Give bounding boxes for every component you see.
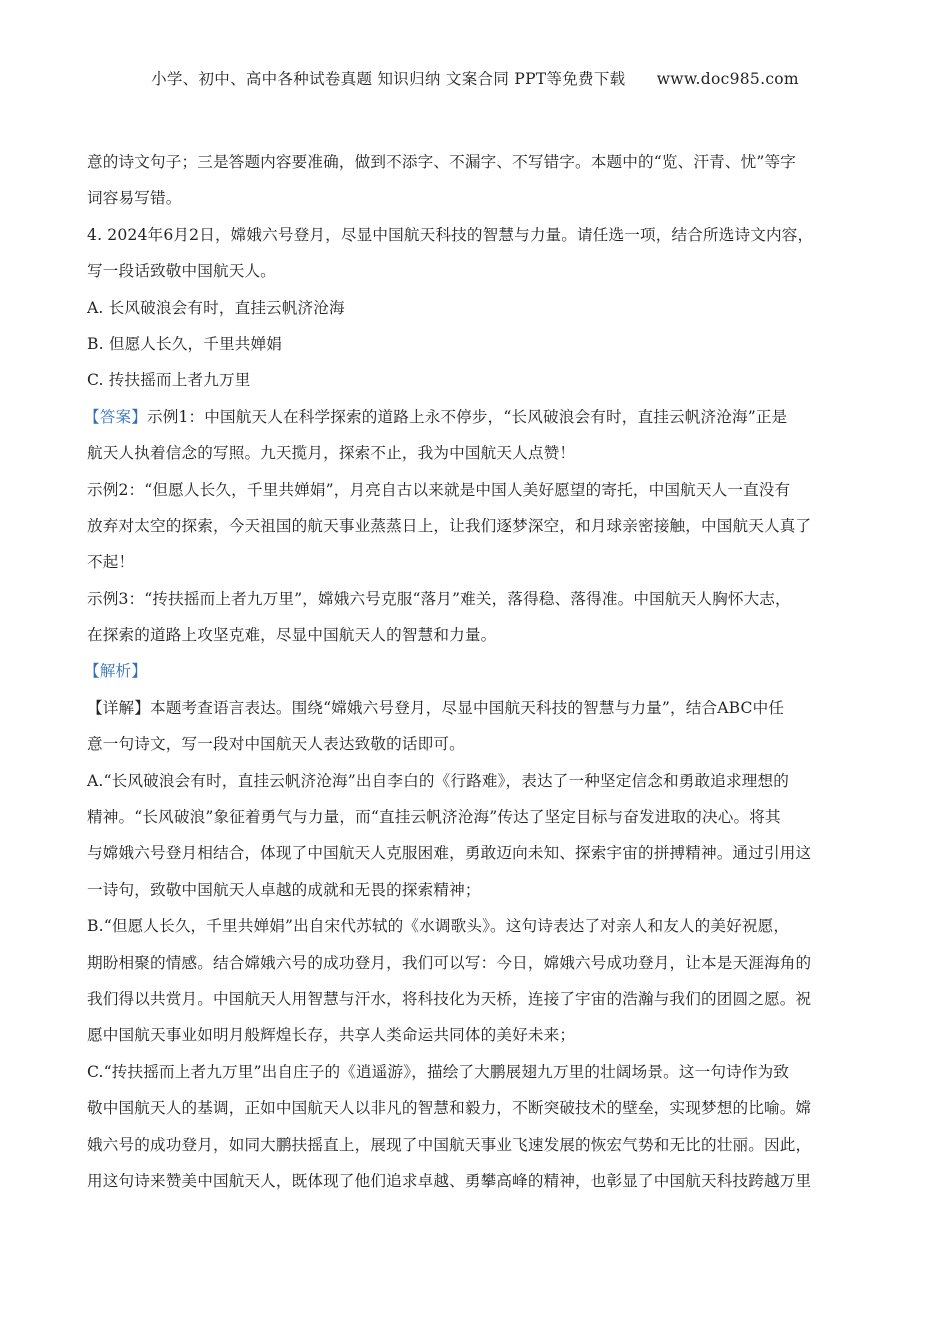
detail-line: C.“抟扶摇而上者九万里”出自庄子的《逍遥游》，描绘了大鹏展翅九万里的壮阔场景。这一句诗作为致 [87, 1062, 790, 1081]
detail-line: 愿中国航天事业如明月般辉煌长存，共享人类命运共同体的美好未来； [87, 1026, 576, 1045]
header-text: 小学、初中、高中各种试卷真题 知识归纳 文案合同 PPT等免费下载 [151, 70, 626, 88]
detail-line: 【详解】本题考查语言表达。围绕“嫦娥六号登月，尽显中国航天科技的智慧与力量”，结合ABC中任 [87, 698, 785, 717]
analysis-tag: 【解析】 [84, 662, 147, 681]
option-a: A. 长风破浪会有时，直挂云帆济沧海 [87, 298, 345, 317]
answer-line: 示例2：“但愿人长久，千里共婵娟”，月亮自古以来就是中国人美好愿望的寄托，中国航天人一直没有 [87, 480, 791, 499]
answer-tag: 【答案】 [84, 407, 147, 426]
detail-line: 敬中国航天人的基调，正如中国航天人以非凡的智慧和毅力，不断突破技术的壁垒，实现梦想的比喻。嫦 [87, 1099, 812, 1118]
answer-line: 在探索的道路上攻坚克难，尽显中国航天人的智慧和力量。 [87, 626, 497, 645]
detail-line: 精神。“长风破浪”象征着勇气与力量，而“直挂云帆济沧海”传达了坚定目标与奋发进取的决心。将其 [87, 808, 781, 827]
document-body [84, 150, 877, 1205]
detail-line: B.“但愿人长久，千里共婵娟”出自宋代苏轼的《水调歌头》。这句诗表达了对亲人和友人的美好祝愿， [87, 917, 790, 936]
answer-line: 示例3：“抟扶摇而上者九万里”，嫦娥六号克服“落月”难关，落得稳、落得准。中国航天人胸怀大志， [87, 589, 791, 608]
question-line: 写一段话致敬中国航天人。 [87, 262, 276, 281]
detail-line: 期盼相聚的情感。结合嫦娥六号的成功登月，我们可以写：今日，嫦娥六号成功登月，让本是天涯海角的 [87, 953, 812, 972]
detail-line: 意一句诗文，写一段对中国航天人表达致敬的话即可。 [87, 735, 465, 754]
option-b: B. 但愿人长久，千里共婵娟 [87, 334, 283, 353]
analysis-line [84, 659, 877, 695]
detail-line: 与嫦娥六号登月相结合，体现了中国航天人克服困难，勇敢迈向未知、探索宇宙的拼搏精神。通过引用这 [87, 844, 812, 863]
detail-line: 用这句诗来赞美中国航天人，既体现了他们追求卓越、勇攀高峰的精神，也彰显了中国航天科技跨越万里 [87, 1171, 812, 1190]
answer-line [84, 405, 877, 441]
detail-line: A.“长风破浪会有时，直挂云帆济沧海”出自李白的《行路难》，表达了一种坚定信念和勇敢追求理想的 [87, 771, 789, 790]
detail-line: 娥六号的成功登月，如同大鹏扶摇直上，展现了中国航天事业飞速发展的恢宏气势和无比的壮丽。因此， [87, 1135, 812, 1154]
option-c: C. 抟扶摇而上者九万里 [87, 371, 251, 390]
answer-text: 示例1：中国航天人在科学探索的道路上永不停步，“长风破浪会有时，直挂云帆济沧海”正是 [146, 407, 788, 426]
detail-line: 一诗句，致敬中国航天人卓越的成就和无畏的探索精神； [87, 880, 481, 899]
question-line: 4. 2024年6月2日，嫦娥六号登月，尽显中国航天科技的智慧与力量。请任选一项，结合所选诗文内容， [87, 225, 814, 244]
header-site-link[interactable]: www.doc985.com [656, 70, 799, 88]
answer-line: 航天人执着信念的写照。九天揽月，探索不止，我为中国航天人点赞！ [87, 444, 576, 463]
text-line: 词容易写错。 [87, 189, 182, 208]
page-header [0, 67, 950, 89]
answer-line: 放弃对太空的探索，今天祖国的航天事业蒸蒸日上，让我们逐梦深空，和月球亲密接触，中国航天人真了 [87, 516, 812, 535]
answer-line: 不起！ [87, 553, 135, 572]
detail-line: 我们得以共赏月。中国航天人用智慧与汗水，将科技化为天桥，连接了宇宙的浩瀚与我们的团圆之愿。祝 [87, 989, 812, 1008]
text-line: 意的诗文句子；三是答题内容要准确，做到不添字、不漏字、不写错字。本题中的“览、汗青、忧”等字 [87, 153, 796, 171]
